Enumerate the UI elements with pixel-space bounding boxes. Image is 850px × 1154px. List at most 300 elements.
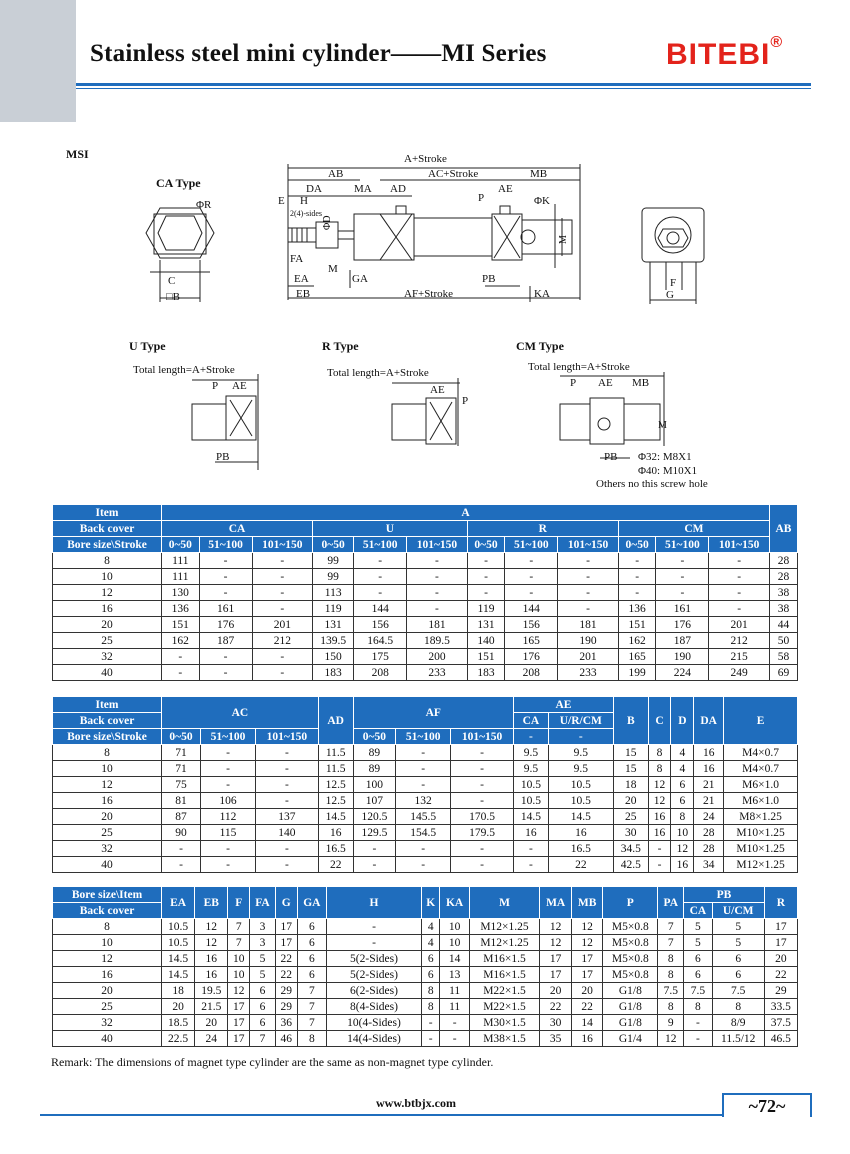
t1-h-stroke: 51~100	[354, 537, 407, 553]
value-cell: 11	[440, 999, 469, 1015]
value-cell: 12	[648, 777, 671, 793]
value-cell: 18.5	[162, 1015, 195, 1031]
t2-h-ac: AC	[162, 697, 319, 729]
t1-h-stroke: 101~150	[709, 537, 770, 553]
t2-h-d: D	[671, 697, 694, 745]
value-cell: 6	[712, 951, 764, 967]
value-cell: 8	[422, 999, 440, 1015]
value-cell: -	[709, 569, 770, 585]
value-cell: 200	[407, 649, 468, 665]
t3-h-col: K	[422, 887, 440, 919]
u-ae: AE	[232, 380, 247, 392]
t1-h-stroke: 51~100	[199, 537, 252, 553]
t3-h-col: G	[275, 887, 297, 919]
bore-size-cell: 10	[53, 935, 162, 951]
r-total-length: Total length=A+Stroke	[327, 367, 429, 379]
value-cell: 38	[769, 601, 797, 617]
t2-h-ae-ca: CA	[514, 713, 549, 729]
value-cell: 165	[505, 633, 558, 649]
value-cell: -	[252, 649, 313, 665]
value-cell: -	[255, 841, 318, 857]
value-cell: 16	[671, 857, 694, 873]
value-cell: -	[201, 857, 256, 873]
value-cell: -	[201, 761, 256, 777]
value-cell: 13	[440, 967, 469, 983]
dim-pb: PB	[482, 273, 496, 285]
value-cell: 151	[467, 649, 505, 665]
value-cell: 30	[540, 1015, 572, 1031]
value-cell: 18	[162, 983, 195, 999]
t1-h-ca: CA	[162, 521, 313, 537]
value-cell: 20	[162, 999, 195, 1015]
section-label-msi: MSI	[66, 147, 89, 161]
table-row	[53, 825, 798, 841]
value-cell: -	[353, 857, 396, 873]
value-cell: 10.5	[548, 793, 613, 809]
value-cell: 6	[250, 999, 276, 1015]
value-cell: 16	[648, 809, 671, 825]
value-cell: -	[407, 569, 468, 585]
value-cell: 5	[684, 919, 713, 935]
remark-note: Remark: The dimensions of magnet type cylinder are the same as non-magnet type cylinder.	[51, 1055, 494, 1069]
value-cell: 175	[354, 649, 407, 665]
value-cell: 8	[297, 1031, 326, 1047]
value-cell: 89	[353, 745, 396, 761]
value-cell: -	[656, 585, 709, 601]
value-cell: -	[684, 1015, 713, 1031]
value-cell: 150	[313, 649, 354, 665]
value-cell: 14(4-Sides)	[327, 1031, 422, 1047]
value-cell: M10×1.25	[724, 825, 798, 841]
value-cell: 139.5	[313, 633, 354, 649]
value-cell: 224	[656, 665, 709, 681]
value-cell: 119	[313, 601, 354, 617]
value-cell: 189.5	[407, 633, 468, 649]
value-cell: M30×1.5	[469, 1015, 539, 1031]
value-cell: 16	[318, 825, 353, 841]
t3-h-bore-item: Bore size\Item	[53, 887, 162, 903]
value-cell: 12	[658, 1031, 684, 1047]
t3-h-col: MB	[572, 887, 603, 919]
bore-size-cell: 40	[53, 1031, 162, 1047]
bore-size-cell: 16	[53, 967, 162, 983]
t1-h-a: A	[162, 505, 770, 521]
value-cell: M12×1.25	[724, 857, 798, 873]
value-cell: 87	[162, 809, 201, 825]
table-row	[53, 585, 798, 601]
value-cell: 6	[712, 967, 764, 983]
value-cell: 8	[422, 983, 440, 999]
value-cell: 17	[275, 935, 297, 951]
value-cell: 6	[671, 777, 694, 793]
value-cell: -	[396, 761, 451, 777]
dim-e: E	[278, 195, 285, 207]
value-cell: 12	[572, 935, 603, 951]
table-row	[53, 761, 798, 777]
value-cell: 165	[618, 649, 656, 665]
footer-url: www.btbjx.com	[376, 1096, 456, 1110]
value-cell: 44	[769, 617, 797, 633]
t2-h-c: C	[648, 697, 671, 745]
value-cell: 10.5	[162, 935, 195, 951]
t1-h-stroke: 51~100	[656, 537, 709, 553]
t1-h-bore: Bore size\Stroke	[53, 537, 162, 553]
value-cell: -	[422, 1031, 440, 1047]
value-cell: -	[353, 841, 396, 857]
value-cell: 145.5	[396, 809, 451, 825]
table-row	[53, 553, 798, 569]
value-cell: 14.5	[318, 809, 353, 825]
value-cell: 12	[671, 841, 694, 857]
t2-h-back-cover: Back cover	[53, 713, 162, 729]
value-cell: 201	[709, 617, 770, 633]
value-cell: 201	[252, 617, 313, 633]
value-cell: 28	[769, 569, 797, 585]
value-cell: 17	[228, 1015, 250, 1031]
value-cell: 6	[297, 951, 326, 967]
bore-size-cell: 10	[53, 569, 162, 585]
value-cell: -	[618, 585, 656, 601]
table-row	[53, 1031, 798, 1047]
table-row	[53, 569, 798, 585]
bore-size-cell: 20	[53, 809, 162, 825]
value-cell: 140	[255, 825, 318, 841]
cm-note-others: Others no this screw hole	[596, 478, 708, 490]
value-cell: -	[201, 745, 256, 761]
value-cell: 115	[201, 825, 256, 841]
value-cell: 144	[505, 601, 558, 617]
value-cell: G1/8	[603, 1015, 658, 1031]
value-cell: 6	[684, 967, 713, 983]
value-cell: -	[656, 569, 709, 585]
dim-mb: MB	[530, 168, 548, 180]
value-cell: M6×1.0	[724, 777, 798, 793]
cm-pb: PB	[604, 451, 618, 463]
value-cell: 22	[318, 857, 353, 873]
value-cell: -	[199, 585, 252, 601]
t2-h-stroke: 101~150	[255, 729, 318, 745]
value-cell: 33.5	[764, 999, 797, 1015]
value-cell: -	[467, 569, 505, 585]
value-cell: M12×1.25	[469, 919, 539, 935]
value-cell: 4	[422, 919, 440, 935]
footer-rule	[40, 1114, 810, 1116]
value-cell: -	[709, 585, 770, 601]
value-cell: -	[451, 745, 514, 761]
value-cell: -	[327, 919, 422, 935]
value-cell: 7	[658, 919, 684, 935]
value-cell: 12	[195, 935, 228, 951]
value-cell: 179.5	[451, 825, 514, 841]
value-cell: 15	[613, 745, 648, 761]
value-cell: -	[255, 857, 318, 873]
value-cell: 16	[514, 825, 549, 841]
table-row	[53, 857, 798, 873]
value-cell: -	[354, 585, 407, 601]
value-cell: 10	[440, 935, 469, 951]
value-cell: -	[396, 777, 451, 793]
value-cell: 111	[162, 553, 200, 569]
value-cell: 34	[694, 857, 724, 873]
value-cell: 161	[656, 601, 709, 617]
value-cell: -	[199, 553, 252, 569]
value-cell: -	[255, 777, 318, 793]
value-cell: 14.5	[548, 809, 613, 825]
value-cell: 7	[297, 1015, 326, 1031]
bore-size-cell: 32	[53, 1015, 162, 1031]
label-ca-type: CA Type	[156, 176, 201, 190]
value-cell: 16	[548, 825, 613, 841]
value-cell: M4×0.7	[724, 761, 798, 777]
table-row	[53, 665, 798, 681]
value-cell: 10.5	[548, 777, 613, 793]
t2-h-ae-dash: -	[514, 729, 549, 745]
value-cell: 106	[201, 793, 256, 809]
value-cell: -	[252, 601, 313, 617]
label-cm-type: CM Type	[516, 339, 564, 353]
value-cell: 7.5	[684, 983, 713, 999]
t1-h-ab: AB	[769, 505, 797, 553]
t3-h-col: GA	[297, 887, 326, 919]
value-cell: 6	[684, 951, 713, 967]
t3-h-back-cover: Back cover	[53, 903, 162, 919]
cylinder-drawings	[0, 0, 850, 500]
cm-mb: MB	[632, 377, 650, 389]
value-cell: 7	[228, 935, 250, 951]
value-cell: 11.5/12	[712, 1031, 764, 1047]
value-cell: M12×1.25	[469, 935, 539, 951]
value-cell: 6	[297, 919, 326, 935]
value-cell: 9	[658, 1015, 684, 1031]
value-cell: 21	[694, 777, 724, 793]
value-cell: 90	[162, 825, 201, 841]
ca-end-view	[146, 208, 214, 302]
value-cell: -	[162, 841, 201, 857]
value-cell: 30	[613, 825, 648, 841]
value-cell: 21	[694, 793, 724, 809]
t3-h-col: KA	[440, 887, 469, 919]
value-cell: G1/4	[603, 1031, 658, 1047]
value-cell: -	[199, 649, 252, 665]
value-cell: 12	[540, 935, 572, 951]
value-cell: 156	[354, 617, 407, 633]
t2-h-ae: AE	[514, 697, 614, 713]
r-ae: AE	[430, 384, 445, 396]
table-row	[53, 951, 798, 967]
value-cell: 130	[162, 585, 200, 601]
dim-b: □B	[166, 291, 180, 303]
value-cell: 12	[572, 919, 603, 935]
t3-h-col: EA	[162, 887, 195, 919]
value-cell: M10×1.25	[724, 841, 798, 857]
r-type-view	[392, 378, 460, 446]
dim-p: P	[478, 192, 485, 204]
value-cell: 16	[195, 951, 228, 967]
value-cell: 208	[354, 665, 407, 681]
value-cell: -	[407, 585, 468, 601]
value-cell: 129.5	[353, 825, 396, 841]
value-cell: -	[407, 601, 468, 617]
value-cell: -	[558, 553, 619, 569]
value-cell: 8	[712, 999, 764, 1015]
bore-size-cell: 8	[53, 919, 162, 935]
value-cell: -	[199, 569, 252, 585]
t3-h-col: P	[603, 887, 658, 919]
value-cell: M22×1.5	[469, 999, 539, 1015]
t2-h-bore: Bore size\Stroke	[53, 729, 162, 745]
value-cell: -	[505, 569, 558, 585]
t3-h-r: R	[764, 887, 797, 919]
value-cell: 46	[275, 1031, 297, 1047]
value-cell: 6	[297, 967, 326, 983]
t2-h-af: AF	[353, 697, 513, 729]
value-cell: 137	[255, 809, 318, 825]
bore-size-cell: 20	[53, 617, 162, 633]
table-row	[53, 633, 798, 649]
value-cell: 5(2-Sides)	[327, 967, 422, 983]
bore-size-cell: 40	[53, 665, 162, 681]
value-cell: M22×1.5	[469, 983, 539, 999]
bore-size-cell: 40	[53, 857, 162, 873]
t1-h-stroke: 0~50	[618, 537, 656, 553]
value-cell: 29	[275, 983, 297, 999]
value-cell: 10	[671, 825, 694, 841]
t2-h-stroke: 101~150	[451, 729, 514, 745]
value-cell: -	[422, 1015, 440, 1031]
value-cell: 7.5	[658, 983, 684, 999]
t3-h-pb-ucm: U/CM	[712, 903, 764, 919]
cm-p: P	[570, 377, 577, 389]
table-row	[53, 617, 798, 633]
t3-h-col: FA	[250, 887, 276, 919]
value-cell: M16×1.5	[469, 951, 539, 967]
value-cell: -	[162, 649, 200, 665]
t1-h-stroke: 0~50	[313, 537, 354, 553]
value-cell: 183	[313, 665, 354, 681]
table-row	[53, 601, 798, 617]
bore-size-cell: 25	[53, 999, 162, 1015]
value-cell: M5×0.8	[603, 919, 658, 935]
table-row	[53, 809, 798, 825]
value-cell: -	[162, 665, 200, 681]
dim-g: G	[666, 289, 674, 301]
value-cell: 14	[572, 1015, 603, 1031]
r-p: P	[462, 395, 469, 407]
t1-h-stroke: 0~50	[467, 537, 505, 553]
t1-h-stroke: 51~100	[505, 537, 558, 553]
value-cell: 9.5	[514, 761, 549, 777]
value-cell: 212	[252, 633, 313, 649]
t1-h-stroke: 101~150	[558, 537, 619, 553]
value-cell: 7	[297, 999, 326, 1015]
t3-h-col: M	[469, 887, 539, 919]
value-cell: 29	[764, 983, 797, 999]
table-row	[53, 745, 798, 761]
value-cell: 154.5	[396, 825, 451, 841]
value-cell: 3	[250, 919, 276, 935]
value-cell: 17	[228, 999, 250, 1015]
value-cell: 6	[422, 951, 440, 967]
value-cell: 233	[407, 665, 468, 681]
t3-h-col: H	[327, 887, 422, 919]
value-cell: 17	[275, 919, 297, 935]
value-cell: 181	[558, 617, 619, 633]
t1-h-u: U	[313, 521, 468, 537]
value-cell: 16.5	[548, 841, 613, 857]
bore-size-cell: 25	[53, 825, 162, 841]
value-cell: 20	[572, 983, 603, 999]
value-cell: 11.5	[318, 761, 353, 777]
value-cell: 16	[572, 1031, 603, 1047]
value-cell: 7	[658, 935, 684, 951]
value-cell: 10.5	[514, 793, 549, 809]
value-cell: 8	[671, 809, 694, 825]
value-cell: 22	[540, 999, 572, 1015]
value-cell: 162	[618, 633, 656, 649]
value-cell: -	[252, 553, 313, 569]
value-cell: 151	[162, 617, 200, 633]
value-cell: 5(2-Sides)	[327, 951, 422, 967]
value-cell: -	[201, 841, 256, 857]
value-cell: 100	[353, 777, 396, 793]
value-cell: 16	[694, 761, 724, 777]
value-cell: 24	[195, 1031, 228, 1047]
value-cell: -	[709, 601, 770, 617]
value-cell: 5	[684, 935, 713, 951]
value-cell: 131	[313, 617, 354, 633]
value-cell: -	[684, 1031, 713, 1047]
value-cell: 16	[648, 825, 671, 841]
value-cell: M38×1.5	[469, 1031, 539, 1047]
t3-h-col: F	[228, 887, 250, 919]
label-r-type: R Type	[322, 339, 359, 353]
value-cell: 201	[558, 649, 619, 665]
value-cell: 181	[407, 617, 468, 633]
value-cell: 5	[712, 919, 764, 935]
value-cell: 12	[228, 983, 250, 999]
value-cell: 34.5	[613, 841, 648, 857]
dim-phi-d: ΦD	[322, 215, 333, 230]
value-cell: 21.5	[195, 999, 228, 1015]
value-cell: M6×1.0	[724, 793, 798, 809]
value-cell: -	[252, 585, 313, 601]
value-cell: 17	[540, 951, 572, 967]
value-cell: 28	[694, 841, 724, 857]
dim-da: DA	[306, 183, 322, 195]
t2-h-stroke: 0~50	[353, 729, 396, 745]
t3-h-col: EB	[195, 887, 228, 919]
cm-m: M	[658, 420, 667, 431]
dim-a-stroke: A+Stroke	[404, 153, 447, 165]
dim-ab: AB	[328, 168, 344, 180]
value-cell: -	[354, 569, 407, 585]
value-cell: 14.5	[162, 951, 195, 967]
page-number: ~72~	[722, 1093, 812, 1117]
brand-name: BITEBI	[666, 38, 771, 71]
t2-h-ae-dash: -	[548, 729, 613, 745]
value-cell: 20	[540, 983, 572, 999]
value-cell: 17	[764, 935, 797, 951]
dim-fa: FA	[290, 253, 304, 265]
value-cell: -	[440, 1031, 469, 1047]
t2-h-stroke: 0~50	[162, 729, 201, 745]
value-cell: 119	[467, 601, 505, 617]
value-cell: -	[252, 665, 313, 681]
table-row	[53, 649, 798, 665]
value-cell: 8	[684, 999, 713, 1015]
value-cell: 19.5	[195, 983, 228, 999]
dim-ma: MA	[354, 183, 372, 195]
